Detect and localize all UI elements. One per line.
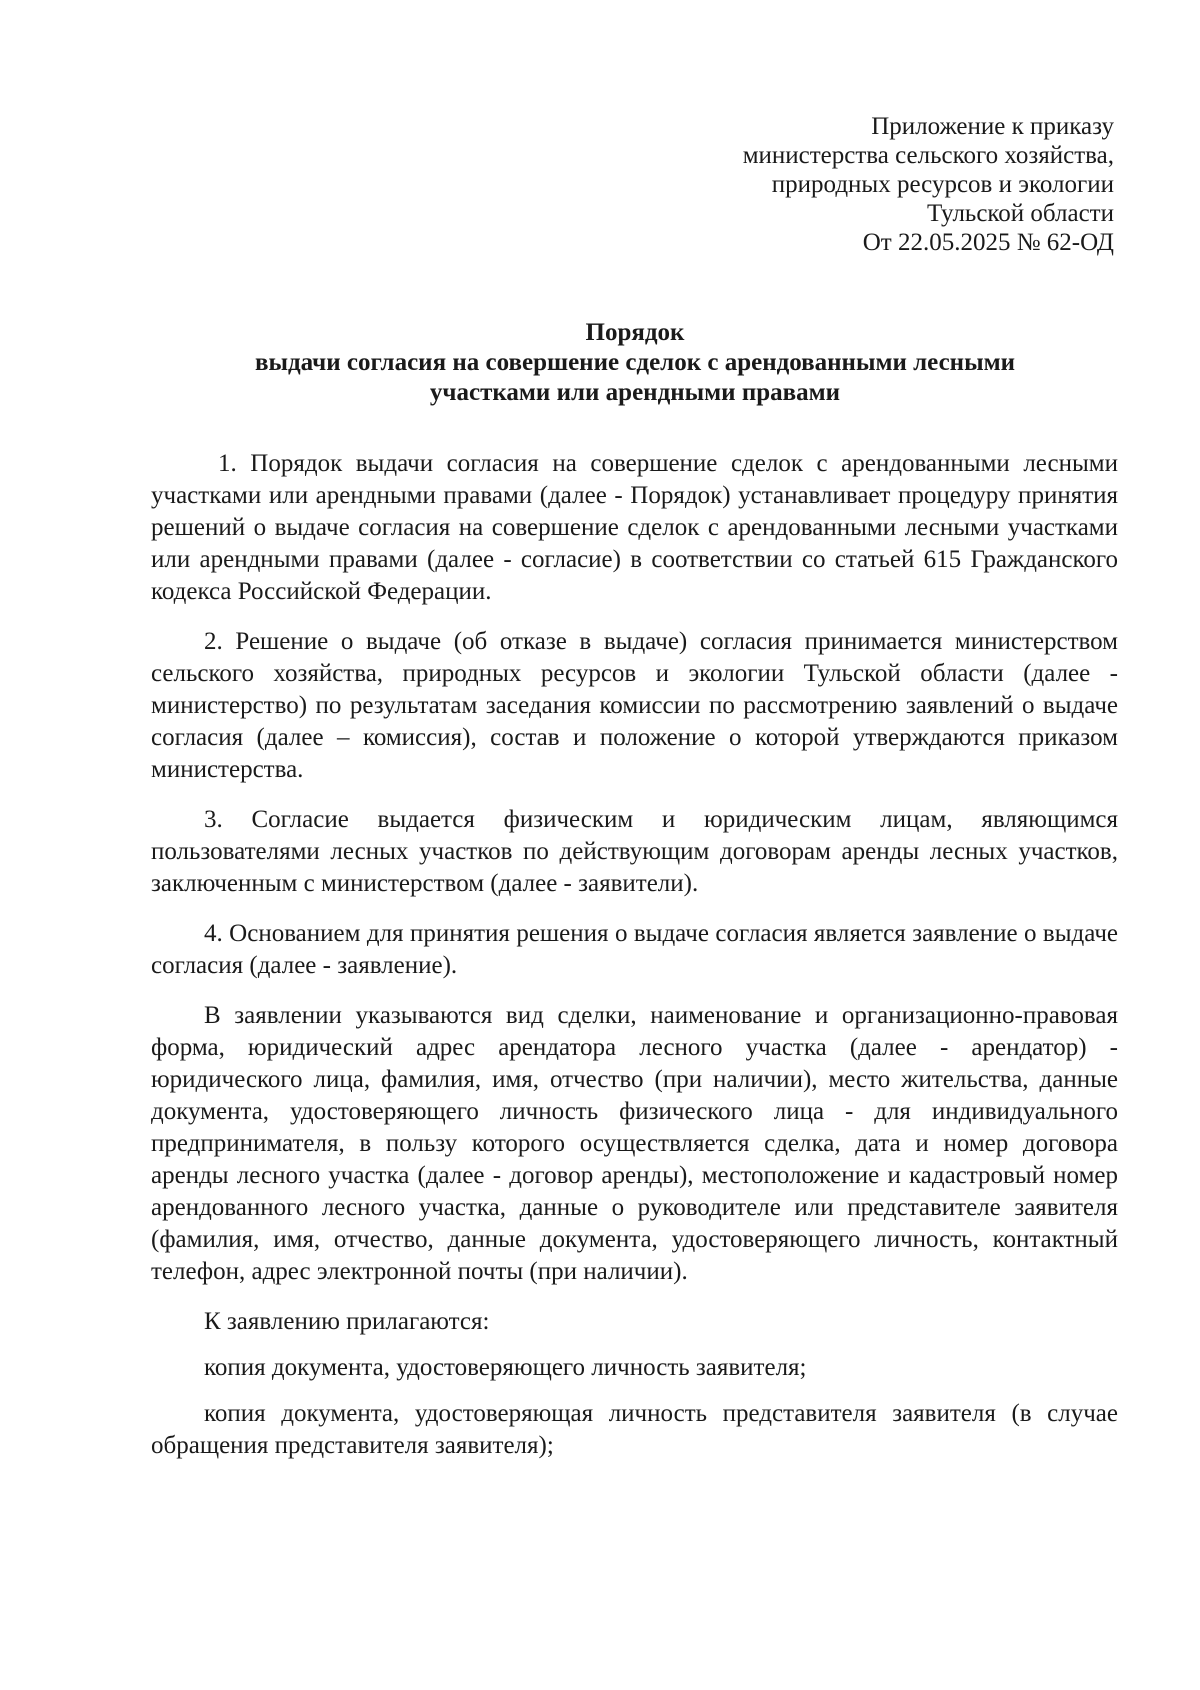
document-title [150, 318, 1120, 408]
document-body [151, 448, 1118, 1476]
title-line-2: выдачи согласия на совершение сделок с арендованными лесными [254, 349, 1016, 376]
paragraph-6: К заявлению прилагаются: [204, 1308, 490, 1335]
annex-header [594, 112, 1114, 257]
annex-line-2: министерства сельского хозяйства, [742, 142, 1114, 169]
paragraph-5: В заявлении указываются вид сделки, наименование и организационно-правовая форма, юридический адрес арендатора лесного участка (далее - арендатор) - юридического лица, фамилия, имя, отчество (при наличии), место жительства, данные документа, удостоверяющего личность физического лица - для индивидуального предпринимателя, в пользу которого осуществляется сделка, дата и номер договора аренды лесного участка (далее - договор аренды), местоположение и кадастровый номер арендованного лесного участка, данные о руководителе или представителе заявителя (фамилия, имя, отчество, данные документа, удостоверяющего личность, контактный телефон, адрес электронной почты (при наличии). [151, 1002, 1118, 1285]
annex-line-4: Тульской области [927, 200, 1114, 227]
paragraph-2: 2. Решение о выдаче (об отказе в выдаче) согласия принимается министерством сельского хозяйства, природных ресурсов и экологии Тульской области (далее - министерство) по результатам заседания комиссии по рассмотрению заявлений о выдаче согласия (далее – комиссия), состав и положение о которой утверждаются приказом министерства. [151, 628, 1118, 783]
paragraph-3: 3. Согласие выдается физическим и юридическим лицам, являющимся пользователями лесных участков по действующим договорам аренды лесных участков, заключенным с министерством (далее - заявители). [151, 806, 1118, 897]
paragraph-7: копия документа, удостоверяющего личность заявителя; [204, 1354, 807, 1381]
title-line-3: участками или арендными правами [429, 379, 841, 406]
annex-line-3: природных ресурсов и экологии [771, 171, 1114, 198]
paragraph-4: 4. Основанием для принятия решения о выдаче согласия является заявление о выдаче согласия (далее - заявление). [151, 920, 1118, 979]
annex-line-5: От 22.05.2025 № 62-ОД [862, 229, 1114, 256]
annex-line-1: Приложение к приказу [871, 113, 1114, 140]
title-line-1: Порядок [585, 319, 685, 346]
paragraph-1: 1. Порядок выдачи согласия на совершение сделок с арендованными лесными участками или арендными правами (далее - Порядок) устанавливает процедуру принятия решений о выдаче согласия на совершение сделок с арендованными лесными участками или арендными правами (далее - согласие) в соответствии со статьей 615 Гражданского кодекса Российской Федерации. [151, 450, 1118, 605]
paragraph-8: копия документа, удостоверяющая личность представителя заявителя (в случае обращения представителя заявителя); [151, 1400, 1118, 1459]
